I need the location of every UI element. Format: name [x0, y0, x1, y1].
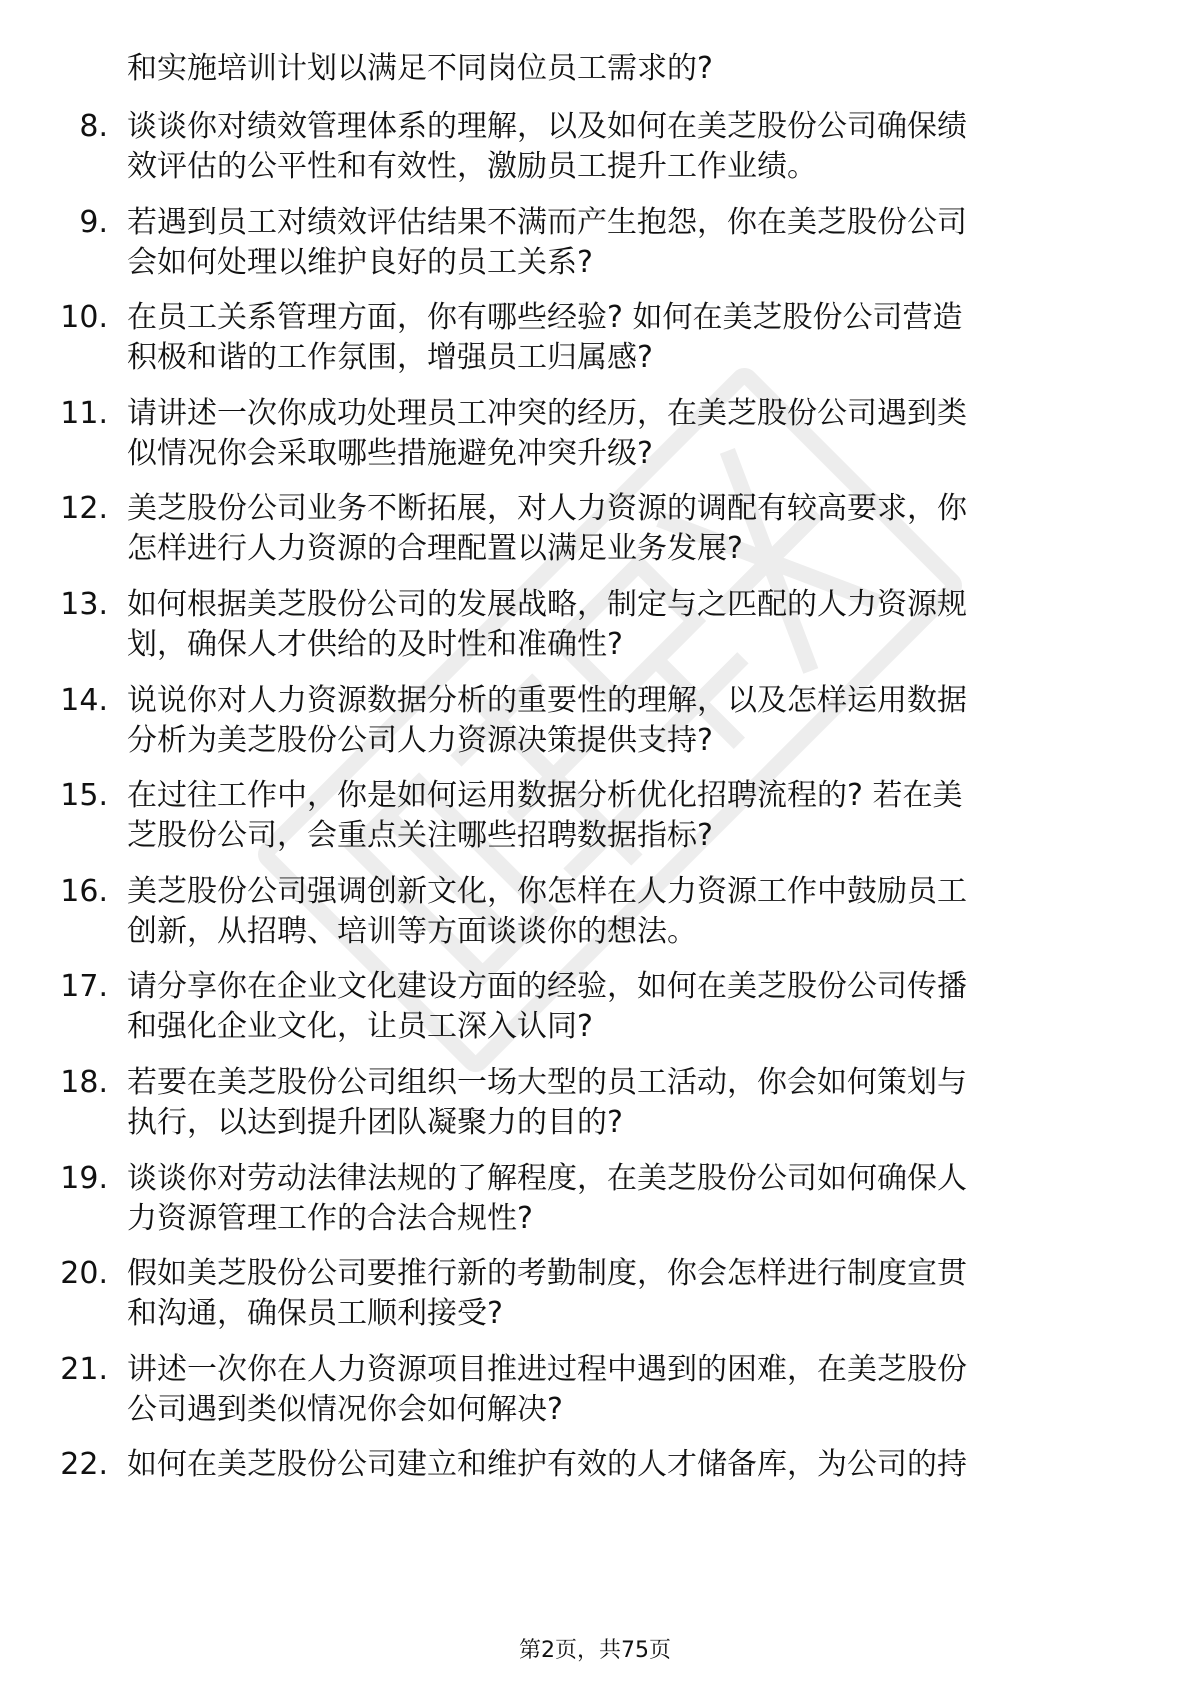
question-continuation-text: 和实施培训计划以满足不同岗位员工需求的?	[127, 51, 713, 86]
list-item	[0, 393, 1190, 477]
question-number: 12.	[60, 491, 108, 527]
question-text-line-2: 执行，以达到提升团队凝聚力的目的?	[127, 1105, 623, 1140]
question-number: 22.	[60, 1447, 108, 1483]
question-text-line-1: 若要在美芝股份公司组织一场大型的员工活动，你会如何策划与	[127, 1065, 967, 1100]
question-text-line-2: 和强化企业文化，让员工深入认同?	[127, 1009, 593, 1045]
list-item	[0, 1158, 1190, 1242]
question-number: 19.	[60, 1160, 108, 1196]
question-number: 20.	[60, 1256, 108, 1292]
list-item	[0, 680, 1190, 764]
question-number: 18.	[60, 1065, 108, 1100]
question-text-line-1: 在过往工作中，你是如何运用数据分析优化招聘流程的? 若在美	[127, 778, 963, 814]
question-number: 8.	[79, 109, 108, 144]
question-text-line-1: 美芝股份公司业务不断拓展，对人力资源的调配有较高要求，你	[127, 491, 967, 527]
question-number: 16.	[60, 873, 108, 909]
list-item	[0, 202, 1190, 286]
question-number: 15.	[60, 778, 108, 814]
question-text-line-1: 谈谈你对劳动法律法规的了解程度，在美芝股份公司如何确保人	[127, 1160, 967, 1196]
question-text-line-2: 划，确保人才供给的及时性和准确性?	[127, 627, 623, 662]
question-text-line-1: 谈谈你对绩效管理体系的理解，以及如何在美芝股份公司确保绩	[127, 109, 967, 144]
question-number: 17.	[60, 969, 108, 1005]
question-text-line-2: 芝股份公司，会重点关注哪些招聘数据指标?	[127, 818, 713, 854]
question-text-line-2: 效评估的公平性和有效性，激励员工提升工作业绩。	[127, 149, 817, 184]
question-text-line-2: 公司遇到类似情况你会如何解决?	[127, 1391, 563, 1427]
question-number: 21.	[60, 1351, 108, 1387]
list-item	[0, 775, 1190, 859]
question-text-line-1: 若遇到员工对绩效评估结果不满而产生抱怨，你在美芝股份公司	[127, 204, 967, 240]
question-number: 14.	[60, 682, 108, 718]
question-text-line-1: 假如美芝股份公司要推行新的考勤制度，你会怎样进行制度宣贯	[127, 1256, 967, 1292]
list-item	[0, 966, 1190, 1050]
list-item	[0, 1253, 1190, 1337]
question-number: 13.	[60, 587, 108, 622]
question-text-line-1: 说说你对人力资源数据分析的重要性的理解，以及怎样运用数据	[127, 682, 967, 718]
list-item	[0, 871, 1190, 955]
list-item	[0, 584, 1190, 668]
question-number: 9.	[79, 204, 108, 240]
question-text-line-2: 怎样进行人力资源的合理配置以满足业务发展?	[127, 531, 743, 567]
question-number: 10.	[60, 300, 108, 336]
question-text-line-2: 积极和谐的工作氛围，增强员工归属感?	[127, 340, 653, 376]
question-text-line-1: 美芝股份公司强调创新文化，你怎样在人力资源工作中鼓励员工	[127, 873, 967, 909]
question-text-line-1: 在员工关系管理方面，你有哪些经验? 如何在美芝股份公司营造	[127, 300, 963, 336]
question-text-line-1: 讲述一次你在人力资源项目推进过程中遇到的困难，在美芝股份	[127, 1351, 967, 1387]
list-item	[0, 1062, 1190, 1146]
list-item	[0, 297, 1190, 381]
page-number-footer: 第2页，共75页	[519, 1638, 671, 1663]
question-text-line-2: 似情况你会采取哪些措施避免冲突升级?	[127, 435, 653, 471]
list-item	[0, 106, 1190, 190]
question-number: 11.	[60, 395, 108, 431]
question-text-line-1: 请分享你在企业文化建设方面的经验，如何在美芝股份公司传播	[127, 969, 967, 1005]
question-text-line-1: 如何在美芝股份公司建立和维护有效的人才储备库，为公司的持	[127, 1447, 967, 1483]
list-item	[0, 1444, 1190, 1528]
question-text-line-1: 请讲述一次你成功处理员工冲突的经历，在美芝股份公司遇到类	[127, 395, 967, 431]
question-text-line-2: 会如何处理以维护良好的员工关系?	[127, 244, 593, 280]
question-text-line-2: 分析为美芝股份公司人力资源决策提供支持?	[127, 722, 713, 758]
question-text-line-2: 和沟通，确保员工顺利接受?	[127, 1296, 503, 1332]
question-text-line-2: 创新，从招聘、培训等方面谈谈你的想法。	[127, 913, 697, 949]
question-text-line-2: 力资源管理工作的合法合规性?	[127, 1200, 533, 1236]
question-text-line-1: 如何根据美芝股份公司的发展战略，制定与之匹配的人力资源规	[127, 587, 967, 622]
list-item	[0, 1349, 1190, 1433]
list-item	[0, 488, 1190, 572]
